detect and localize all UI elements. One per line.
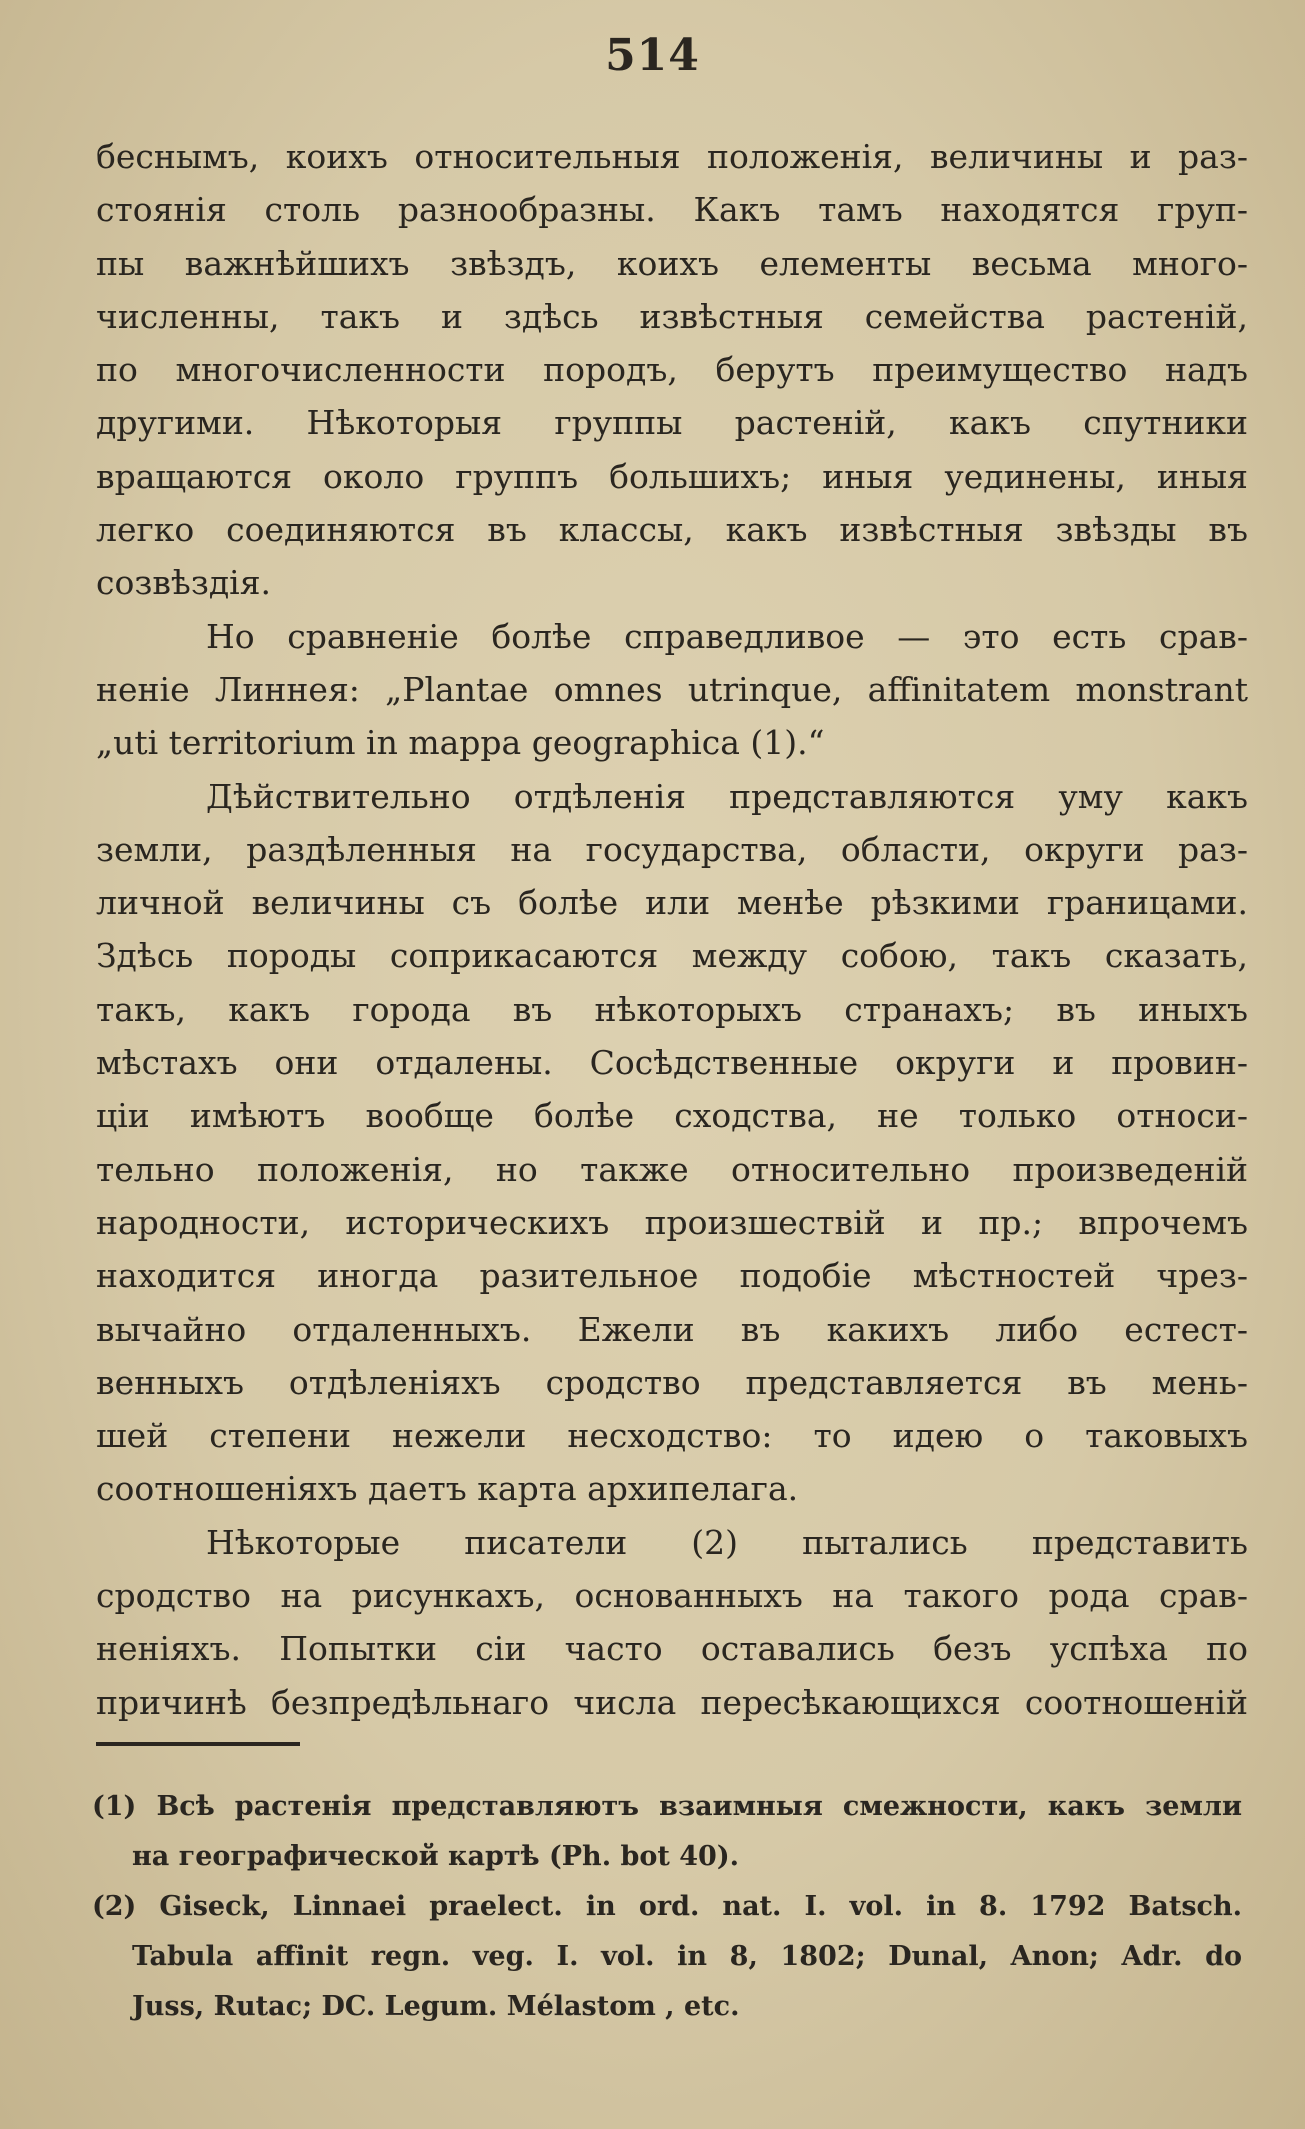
- text-line: Здѣсь породы соприкасаются между собою, такъ сказать,: [96, 936, 1248, 976]
- text-line: народности, историческихъ произшествій и пр.; впрочемъ: [96, 1202, 1248, 1242]
- text-line: „uti territorium in mappa geographica (1).“: [96, 723, 825, 763]
- text-line: соотношеніяхъ даетъ карта архипелага.: [96, 1469, 799, 1509]
- text-line: такъ, какъ города въ нѣкоторыхъ странахъ; въ иныхъ: [96, 989, 1248, 1029]
- text-line: неніяхъ. Попытки сіи часто оставались безъ успѣха по: [96, 1629, 1248, 1669]
- text-line: легко соединяются въ классы, какъ извѣстныя звѣзды въ: [96, 510, 1248, 550]
- text-line: Но сравненіе болѣе справедливое — это есть срав-: [206, 616, 1248, 656]
- body-text: [96, 130, 1248, 1729]
- text-line: созвѣздія.: [96, 563, 272, 603]
- text-line: причинѣ безпредѣльнаго числа пересѣкающихся соотношеній: [96, 1682, 1248, 1722]
- text-line: тельно положенія, но также относительно произведеній: [96, 1149, 1248, 1189]
- page-number: 514: [605, 30, 700, 81]
- footnote-line: на географической картѣ (Ph. bot 40).: [132, 1841, 739, 1872]
- text-line: земли, раздѣленныя на государства, области, округи раз-: [96, 829, 1248, 869]
- text-line: Дѣйствительно отдѣленія представляются уму какъ: [206, 776, 1248, 816]
- footnote-line: Tabula affinit regn. veg. I. vol. in 8, 1802; Dunal, Anon; Adr. do: [132, 1941, 1242, 1972]
- text-line: личной величины съ болѣе или менѣе рѣзкими границами.: [96, 883, 1248, 923]
- text-line: венныхъ отдѣленіяхъ сродство представляется въ мень-: [96, 1362, 1248, 1402]
- text-line: неніе Линнея: „Plantae omnes utrinque, affinitatem monstrant: [96, 669, 1248, 709]
- footnotes: [92, 1782, 1242, 2032]
- footnote-line: (2) Giseck, Linnaei praelect. in ord. nat. I. vol. in 8. 1792 Batsch.: [92, 1891, 1242, 1922]
- text-line: пы важнѣйшихъ звѣздъ, коихъ елементы весьма много-: [96, 243, 1248, 283]
- text-line: Нѣкоторые писатели (2) пытались представить: [206, 1522, 1248, 1562]
- text-line: стоянія столь разнообразны. Какъ тамъ находятся груп-: [96, 190, 1248, 230]
- text-line: вращаются около группъ большихъ; иныя уединены, иныя: [96, 456, 1248, 496]
- footnote-line: (1) Всѣ растенія представляютъ взаимныя смежности, какъ земли: [92, 1791, 1242, 1822]
- text-line: мѣстахъ они отдалены. Сосѣдственные округи и провин-: [96, 1043, 1248, 1083]
- text-line: другими. Нѣкоторыя группы растеній, какъ спутники: [96, 403, 1248, 443]
- text-line: по многочисленности породъ, берутъ преимущество надъ: [96, 350, 1248, 390]
- text-line: сродство на рисункахъ, основанныхъ на такого рода срав-: [96, 1576, 1248, 1616]
- footnote-divider: [96, 1742, 300, 1746]
- text-line: находится иногда разительное подобіе мѣстностей чрез-: [96, 1256, 1248, 1296]
- footnote-line: Juss, Rutac; DC. Legum. Mélastom , etc.: [132, 1991, 740, 2022]
- text-line: беснымъ, коихъ относительныя положенія, величины и раз-: [96, 137, 1248, 176]
- text-line: ціи имѣютъ вообще болѣе сходства, не только относи-: [96, 1096, 1248, 1136]
- text-line: вычайно отдаленныхъ. Ежели въ какихъ либо естест-: [96, 1309, 1248, 1349]
- text-line: численны, такъ и здѣсь извѣстныя семейства растеній,: [96, 296, 1248, 336]
- text-line: шей степени нежели несходство: то идею о таковыхъ: [96, 1416, 1248, 1456]
